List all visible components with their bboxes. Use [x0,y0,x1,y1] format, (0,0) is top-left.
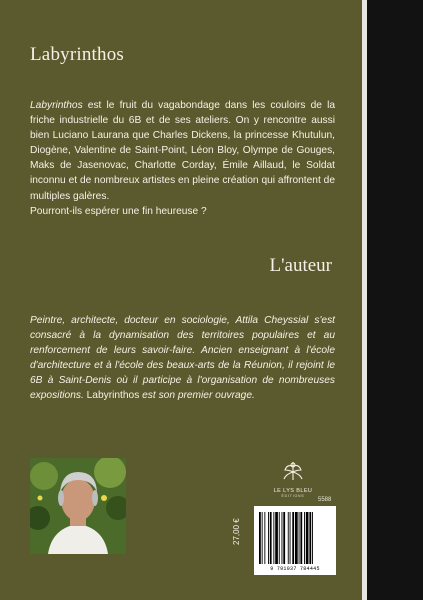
publisher-logo [270,460,316,498]
barcode-bar [290,512,291,564]
synopsis-title-ref: Labyrinthos [30,100,83,111]
barcode-bar [259,512,261,564]
author-photo [30,458,126,554]
barcode-bar [264,512,265,564]
book-title: Labyrinthos [30,44,125,65]
author-bio [30,313,335,404]
barcode-bar [270,512,272,564]
synopsis-paragraph [30,98,335,219]
barcode-bar [300,512,302,564]
isbn-digits: 9 791037 784445 [270,566,320,572]
bio-ending: est son premier ouvrage. [139,390,255,402]
isbn-barcode [254,506,336,575]
price: 27,00 € [232,518,241,545]
bio-text: Peintre, architecte, docteur en sociologie, Attila Cheyssial s'est consacré à la dynamisation des territoires populaires et au renforcement de leurs savoir-faire. Ancien enseignant à l'école d'architecture et à l'école des beaux-arts de la Réunion, il rejoint le 6B à Saint-Denis où il participe à l'organisation de nombreuses expositions. [30,315,335,402]
barcode-bar [262,512,263,564]
publisher-sub: ÉDITIONS [281,494,305,498]
barcode-bar [283,512,285,564]
synopsis-text: est le fruit du vagabondage dans les couloirs de la friche industrielle du 6B et de ses ateliers. On y rencontre aussi bien Luciano Laurana que Charles Dickens, la princesse Khutulun, Diogène, Valentine de Saint-Point, Léon Bloy, Olympe de Gouges, Maks de Jasenovac, Charlotte Corday, Émile Aillaud, le Soldat inconnu et de nombreux artistes en pleine création qui affrontent de multiples galères. [30,100,335,202]
publisher-code: 5588 [318,497,332,503]
barcode-bar [268,512,269,564]
barcode-bar [299,512,300,564]
barcode-bar [309,512,311,564]
barcode-bar [295,512,298,564]
barcode-bar [282,512,283,564]
barcode-bar [279,512,280,564]
bio-title-ref: Labyrinthos [86,390,140,402]
barcode-bar [275,512,278,564]
barcode-bar [312,512,313,564]
synopsis-closing: Pourront-ils espérer une fin heureuse ? [30,205,207,217]
publisher-name: LE LYS BLEU [273,488,313,494]
barcode-bar [292,512,294,564]
barcode-bar [288,512,289,564]
spine [367,0,423,600]
barcode-bar [306,512,309,564]
barcode-bar [304,512,305,564]
lily-icon [281,460,305,482]
author-heading: L'auteur [269,255,332,276]
barcode-bar [273,512,274,564]
